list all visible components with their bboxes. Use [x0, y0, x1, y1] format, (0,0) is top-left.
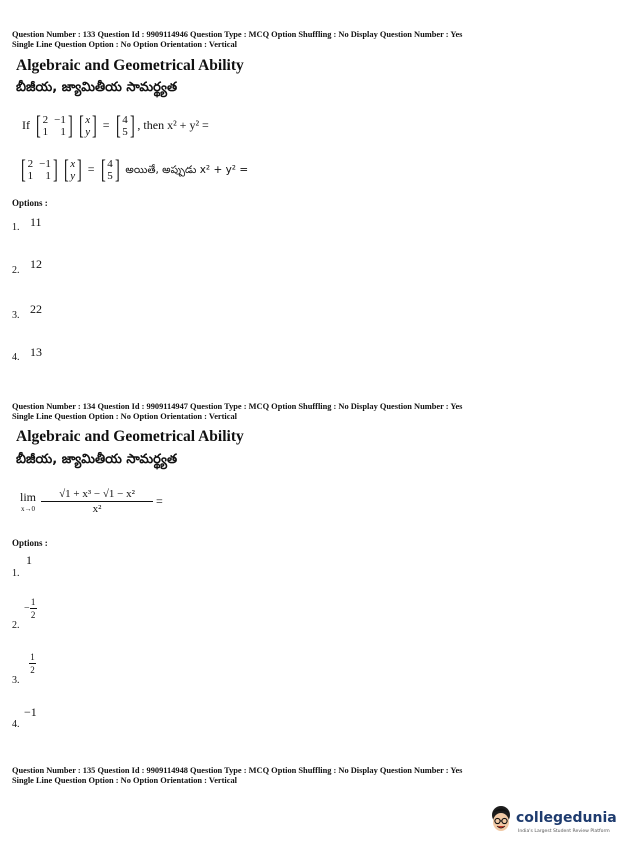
fraction [29, 652, 36, 675]
vector-cell: x [70, 158, 76, 170]
brand-name: collegedunia [516, 810, 617, 826]
matrix-cell: 1 [42, 126, 49, 138]
question-meta [12, 30, 462, 49]
then-clause: , then x² + y² = [137, 117, 209, 132]
question-text: If [ 2 −1 1 1 ] [ x y ] = [ 4 5 ] , then x² + y² = [22, 111, 209, 140]
fraction-denominator: 2 [30, 610, 36, 620]
option-number: 3. [12, 310, 20, 321]
matrix-cell: 1 [60, 126, 66, 138]
option-3[interactable] [29, 652, 36, 675]
option-number: 4. [12, 352, 20, 363]
coefficient-matrix: [ 2 −1 1 1 ] [35, 111, 73, 140]
vector-cell: y [85, 126, 91, 138]
lim-word: lim [20, 490, 37, 504]
vector-cell: 4 [122, 114, 128, 126]
if-word: If [22, 117, 30, 132]
coefficient-matrix: [ 2 −1 1 1 ] [20, 155, 58, 184]
matrix-cell: 2 [42, 114, 49, 126]
option-1[interactable]: 11 [30, 215, 42, 229]
question-meta [12, 402, 462, 421]
option-number: 1. [12, 568, 20, 579]
option-number: 3. [12, 675, 20, 686]
lim-subscript: x→0 [21, 505, 35, 513]
matrix-cell: 1 [27, 170, 34, 182]
fraction [30, 597, 37, 620]
minus-sign: − [24, 603, 30, 614]
matrix-cell: −1 [54, 114, 66, 126]
question-text-telugu: [ 2 −1 1 1 ] [ x y ] = [ 4 5 ] అయితే, అప్పుడు x² + y² = [20, 155, 249, 184]
meta-line: Question Number : 134 Question Id : 9909114947 Question Type : MCQ Option Shuffling : No Display Question Number : Yes [12, 402, 463, 411]
fraction-denominator: 2 [30, 665, 35, 675]
meta-line: Single Line Question Option : No Option Orientation : Vertical [12, 39, 237, 49]
variable-vector: [ x y ] [63, 155, 82, 184]
denominator: x² [92, 503, 102, 515]
meta-line: Single Line Question Option : No Option Orientation : Vertical [12, 411, 237, 421]
collegedunia-logo [488, 803, 617, 839]
vector-cell: 5 [122, 126, 128, 138]
variable-vector: [ x y ] [78, 111, 97, 140]
numerator: √1 + x³ − √1 − x² [59, 488, 135, 500]
option-2[interactable]: 12 [30, 257, 42, 271]
fraction-bar [41, 501, 153, 502]
matrix-cell: 1 [45, 170, 51, 182]
option-number: 4. [12, 719, 20, 730]
option-3[interactable]: 22 [30, 302, 42, 316]
mascot-icon [488, 805, 514, 835]
fraction-numerator: 1 [30, 597, 36, 607]
options-label: Options : [12, 538, 48, 548]
vector-cell: 5 [107, 170, 113, 182]
vector-cell: x [85, 114, 91, 126]
option-number: 1. [12, 222, 20, 233]
subject-title-telugu: బీజీయ, జ్యామితీయ సామర్థ్యత [16, 452, 178, 467]
option-number: 2. [12, 620, 20, 631]
question-meta [12, 766, 462, 785]
meta-line: Single Line Question Option : No Option Orientation : Vertical [12, 775, 237, 785]
subject-title-telugu: బీజీయ, జ్యామితీయ సామర్థ్యత [16, 80, 178, 95]
rhs-vector: [ 4 5 ] [100, 155, 120, 184]
option-2[interactable] [24, 597, 37, 620]
brand-tagline: India's Largest Student Review Platform [518, 829, 610, 834]
matrix-cell: −1 [39, 158, 51, 170]
telugu-suffix: అయితే, అప్పుడు x² + y² = [125, 163, 249, 176]
option-1[interactable]: 1 [26, 553, 32, 567]
subject-title: Algebraic and Geometrical Ability [16, 428, 244, 445]
fraction-numerator: 1 [30, 652, 35, 662]
meta-line: Question Number : 133 Question Id : 9909114946 Question Type : MCQ Option Shuffling : No Display Question Number : Yes [12, 30, 463, 39]
rhs-vector: [ 4 5 ] [115, 111, 135, 140]
limit-expression [20, 488, 163, 515]
subject-title: Algebraic and Geometrical Ability [16, 57, 244, 74]
equals-sign: = [156, 494, 163, 508]
meta-line: Question Number : 135 Question Id : 9909114948 Question Type : MCQ Option Shuffling : No Display Question Number : Yes [12, 766, 463, 775]
option-4[interactable]: 13 [30, 345, 42, 359]
options-label: Options : [12, 198, 48, 208]
option-4[interactable]: −1 [24, 705, 37, 719]
option-number: 2. [12, 265, 20, 276]
vector-cell: 4 [107, 158, 113, 170]
vector-cell: y [70, 170, 76, 182]
matrix-cell: 2 [27, 158, 34, 170]
